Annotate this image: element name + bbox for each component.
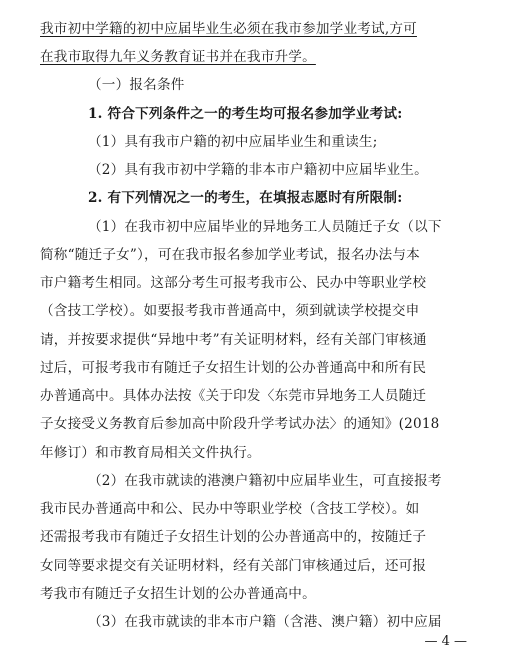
body-line: 过后，可报考我市有随迁子女招生计划的公办普通高中和所有民 xyxy=(40,360,427,376)
body-line: （1）具有我市户籍的初中应届毕业生和重读生; xyxy=(88,134,378,150)
body-line: 我市民办普通高中和公、民办中等职业学校（含技工学校）。如 xyxy=(40,501,420,517)
body-line: （含技工学校）。如要报考我市普通高中，须到就读学校提交申 xyxy=(40,303,420,319)
page-number: — 4 — xyxy=(424,634,467,649)
body-line: 考我市有随迁子女招生计划的公办普通高中。 xyxy=(40,586,316,602)
body-line: 女同等要求提交有关证明材料，经有关部门审核通过后，还可报 xyxy=(40,558,427,574)
subsection-heading: 2. 有下列情况之一的考生，在填报志愿时有所限制: xyxy=(88,190,403,206)
body-line: 我市初中学籍的初中应届毕业生必须在我市参加学业考试,方可 xyxy=(40,21,417,37)
body-line: （2）在我市就读的港澳户籍初中应届毕业生，可直接报考 xyxy=(88,473,442,489)
body-line: 简称“随迁子女”），可在我市报名参加学业考试，报名办法与本 xyxy=(40,247,420,263)
body-line: 在我市取得九年义务教育证书并在我市升学。 xyxy=(40,49,316,65)
subsection-heading: 1. 符合下列条件之一的考生均可报名参加学业考试: xyxy=(88,106,403,122)
body-line: 还需报考我市有随迁子女招生计划的公办普通高中的，按随迁子 xyxy=(40,529,427,545)
body-line: 年修订）和市教育局相关文件执行。 xyxy=(40,445,261,461)
body-line: （3）在我市就读的非本市户籍（含港、澳户籍）初中应届 xyxy=(88,614,442,630)
body-line: 办普通高中。具体办法按《关于印发〈东莞市异地务工人员随迁 xyxy=(40,388,427,404)
body-line: （2）具有我市初中学籍的非本市户籍初中应届毕业生。 xyxy=(88,162,428,178)
body-line: （1）在我市初中应届毕业的异地务工人员随迁子女（以下 xyxy=(88,219,442,235)
body-line: 市户籍考生相同。这部分考生可报考我市公、民办中等职业学校 xyxy=(40,275,427,291)
section-heading: （一）报名条件 xyxy=(88,77,185,93)
body-line: 子女接受义务教育后参加高中阶段升学考试办法〉的通知》(2018 xyxy=(40,416,440,432)
body-line: 请，并按要求提供“异地中考”有关证明材料，经有关部门审核通 xyxy=(40,332,427,348)
